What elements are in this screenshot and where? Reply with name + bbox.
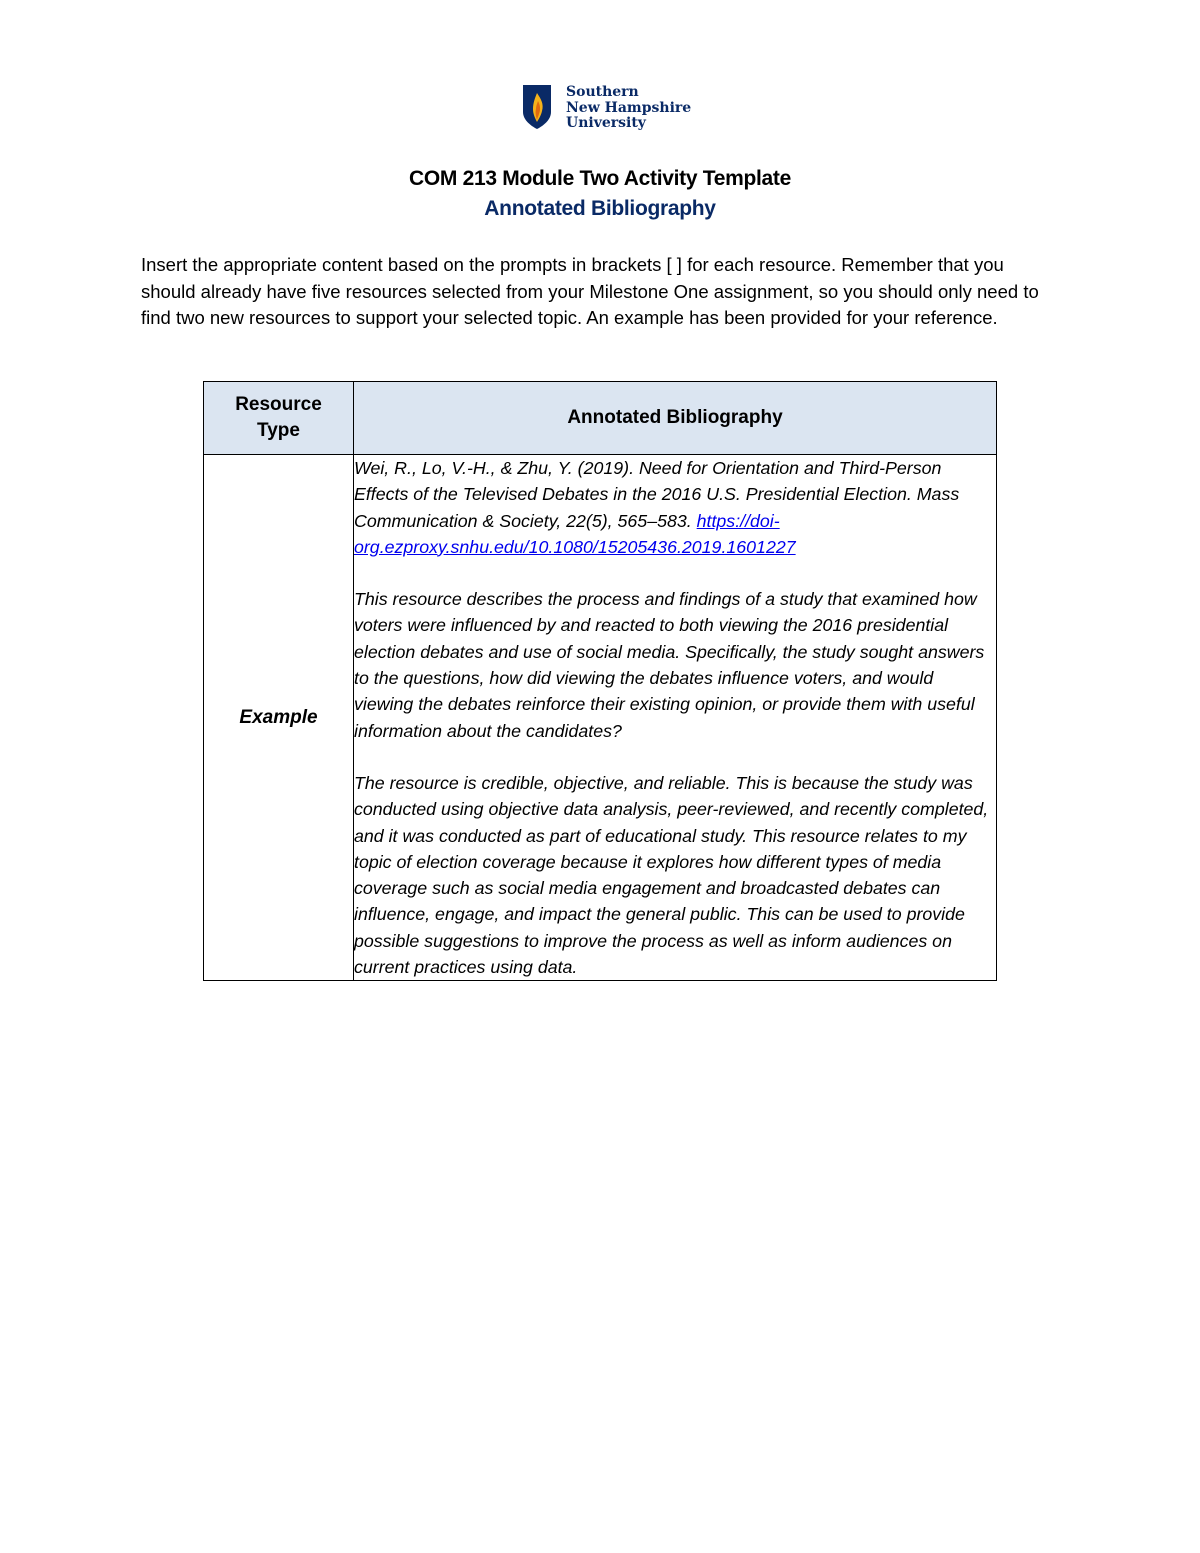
annotation-cell (354, 455, 997, 981)
snhu-logo (522, 84, 692, 132)
evaluation-paragraph: The resource is credible, objective, and reliable. This is because the study was conducted using objective data analysis, peer-reviewed, and recently completed, and it was conducted as part of educational study. This resource relates to my topic of election coverage because it explores how different types of media coverage such as social media engagement and broadcasted debates can influence, engage, and impact the general public. This can be used to provide possible suggestions to improve the process as well as inform audiences on current practices using data. (354, 772, 989, 978)
table-row (204, 455, 997, 981)
logo-wordmark (566, 85, 691, 132)
instructions-paragraph: Insert the appropriate content based on the prompts in brackets [ ] for each resource. Remember that you should already have five resources selected from your Milestone One assignment, so you should only need to find two new resources to support your selected topic. An example has been provided for your reference. (141, 254, 1039, 328)
table-header-row (204, 382, 997, 455)
resource-type-cell: Example (204, 455, 354, 981)
document-title: COM 213 Module Two Activity Template (408, 167, 792, 190)
snhu-flame-shield-icon (522, 84, 552, 130)
logo-line-1: Southern (566, 84, 639, 100)
doi-link[interactable]: https://doi-org.ezproxy.snhu.edu/10.1080/15205436.2019.1601227 (354, 510, 796, 557)
annotated-bibliography-table (203, 381, 997, 981)
summary-paragraph: This resource describes the process and findings of a study that examined how voters were influenced by and reacted to both viewing the 2016 presidential election debates and use of social media. Specifically, the study sought answers to the questions, how did viewing the debates influence voters, and would viewing the debates reinforce their existing opinion, or provide them with useful information about the candidates? (354, 589, 985, 741)
citation (354, 455, 996, 560)
column-header-resource-type: Resource Type (204, 382, 354, 455)
logo-line-3: University (566, 115, 646, 131)
citation-text: Wei, R., Lo, V.-H., & Zhu, Y. (2019). Need for Orientation and Third-Person Effects of the Televised Debates in the 2016 U.S. Presidential Election. Mass Communication & Society, 22(5), 565–583. (354, 458, 960, 531)
logo-line-2: New Hampshire (566, 99, 692, 116)
document-subtitle: Annotated Bibliography (484, 197, 716, 220)
document-title-block (0, 164, 1200, 224)
column-header-annotated-bibliography: Annotated Bibliography (354, 382, 997, 455)
